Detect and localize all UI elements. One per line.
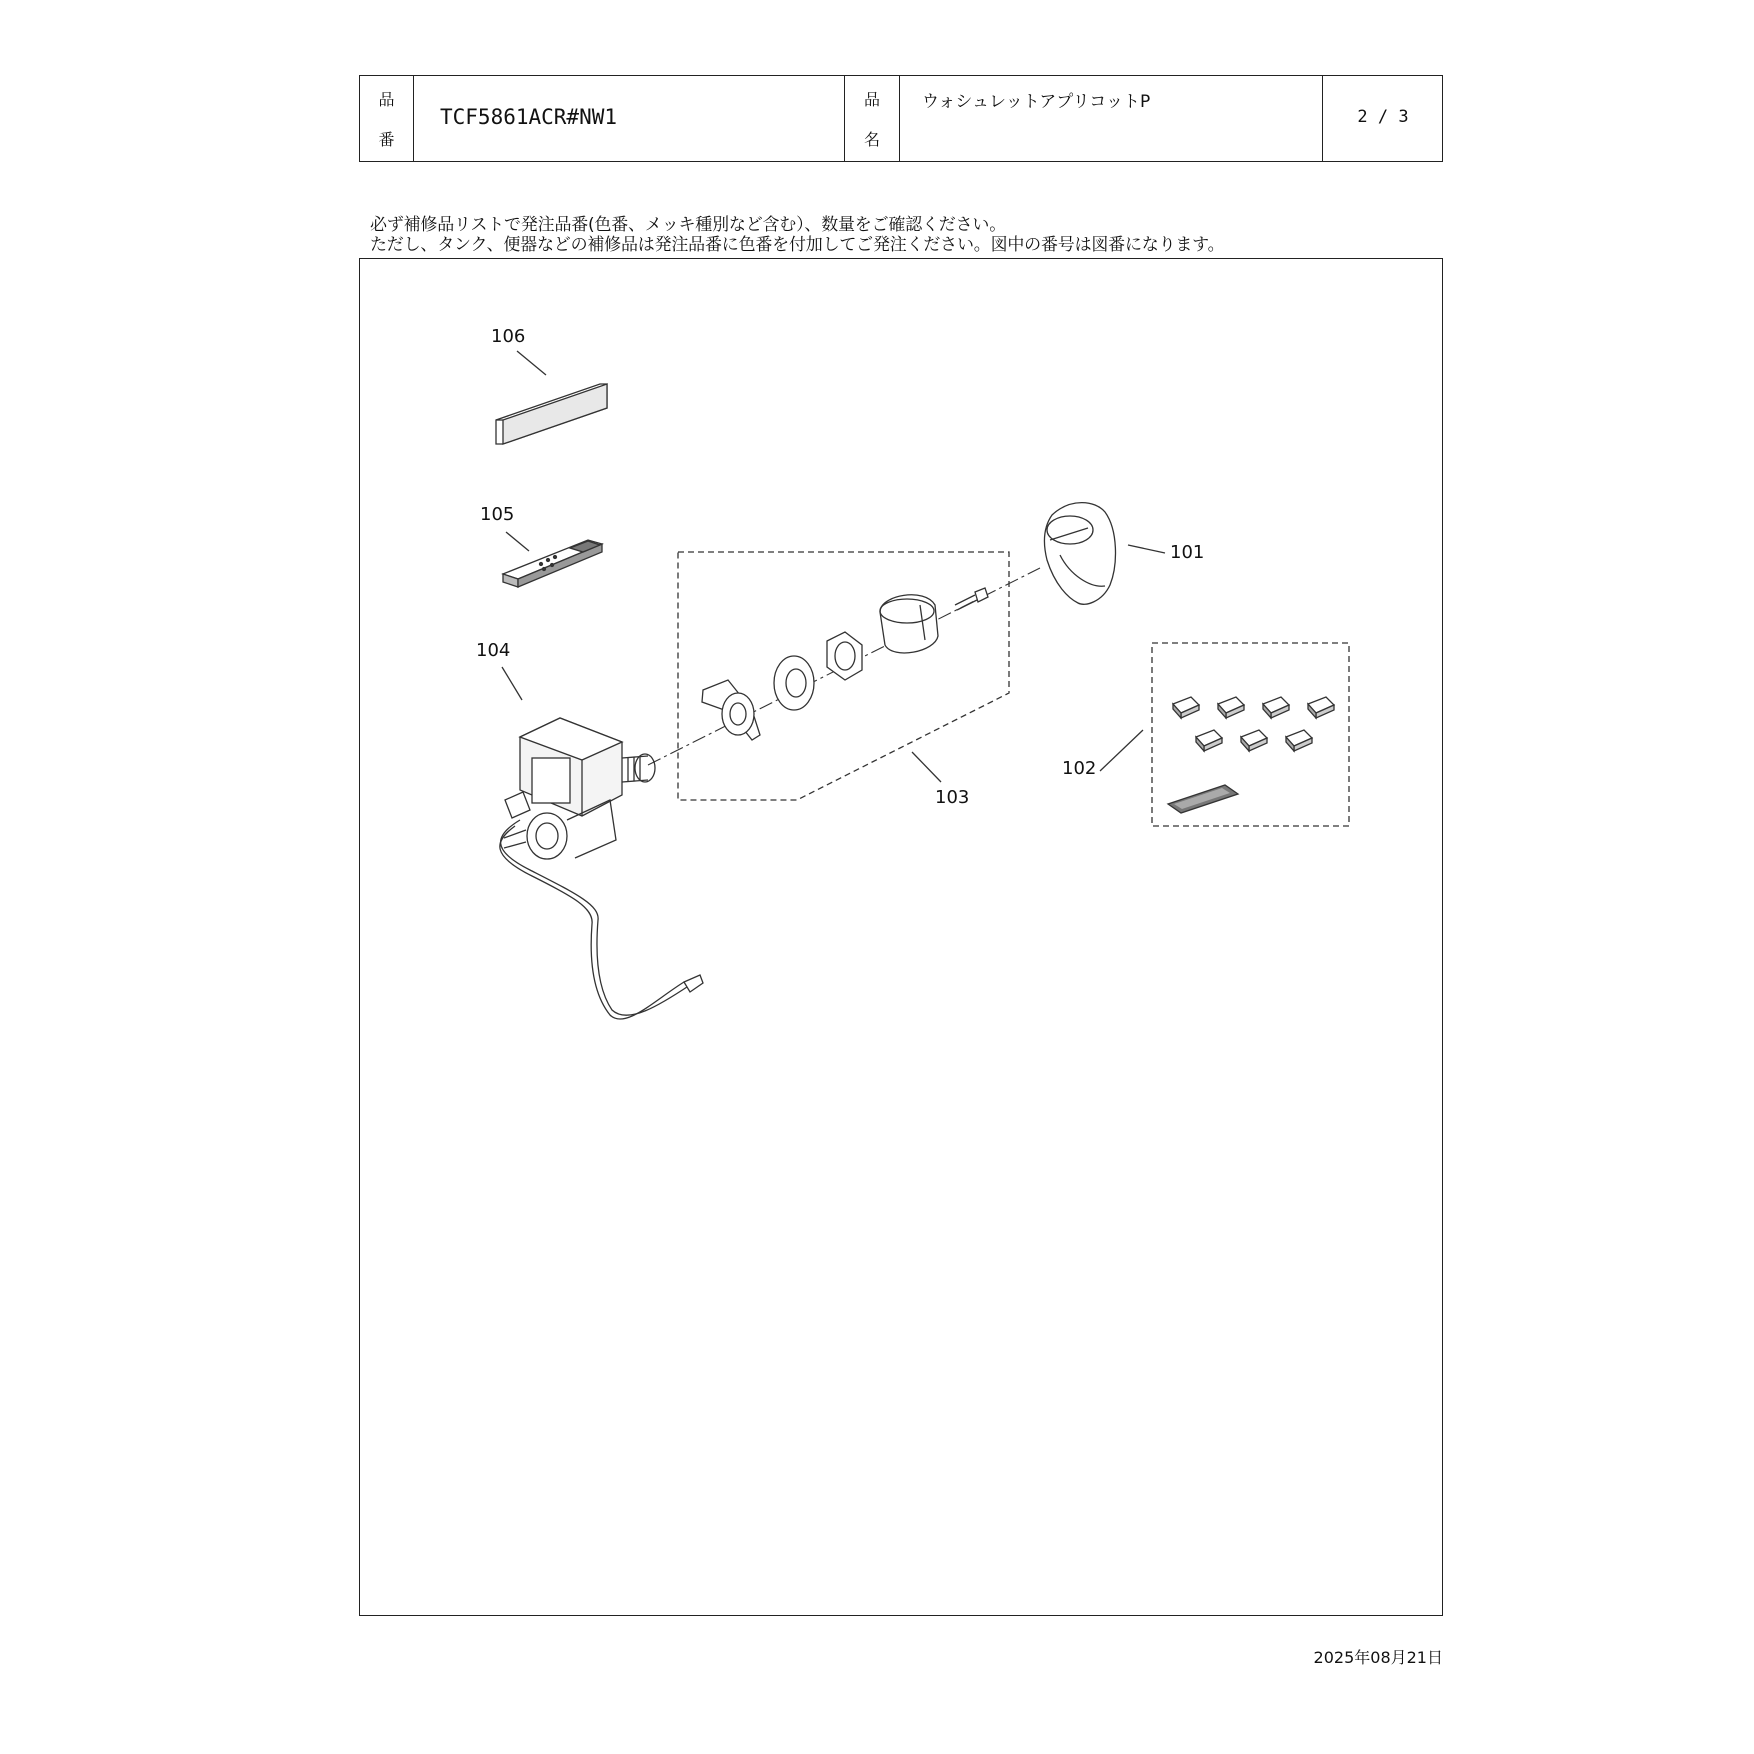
leader-105 (506, 532, 529, 551)
part-102-adhesive-pad (1168, 785, 1238, 813)
callout-101: 101 (1170, 542, 1205, 563)
product-name-label-1: 品 (863, 90, 880, 109)
notice-line-1: 必ず補修品リストで発注品番(色番、メッキ種別など含む）、数量をご確認ください。 (370, 215, 1006, 235)
part-102-clips (1173, 697, 1334, 751)
callout-104: 104 (476, 640, 511, 661)
part-103-bracket (702, 680, 760, 740)
leader-101 (1128, 545, 1165, 553)
part-no-label-2: 番 (378, 130, 395, 149)
leader-103 (912, 752, 941, 782)
part-106-sheet (496, 384, 607, 444)
leader-106 (517, 351, 546, 375)
product-name: ウォシュレットアプリコットP (922, 92, 1151, 112)
leader-104 (502, 667, 522, 700)
part-103-washer (774, 656, 814, 710)
callout-102: 102 (1062, 758, 1097, 779)
part-number: TCF5861ACR#NW1 (440, 105, 618, 129)
part-no-label-1: 品 (378, 90, 395, 109)
page-number: 2 / 3 (1357, 107, 1409, 127)
product-name-label-2: 名 (863, 130, 880, 149)
callout-105: 105 (480, 504, 515, 525)
issue-date: 2025年08月21日 (1313, 1648, 1443, 1667)
callout-103: 103 (935, 787, 970, 808)
part-104-motor-unit (500, 718, 703, 1019)
part-105-board (503, 540, 602, 587)
part-103-cap-ring (880, 595, 938, 653)
part-103-screw (955, 588, 988, 610)
part-101-cover (1045, 503, 1116, 605)
leader-102 (1100, 730, 1143, 771)
notice-line-2: ただし、タンク、便器などの補修品は発注品番に色番を付加してご発注ください。図中の番号は図番になります。 (370, 235, 1225, 255)
callout-106: 106 (491, 326, 526, 347)
